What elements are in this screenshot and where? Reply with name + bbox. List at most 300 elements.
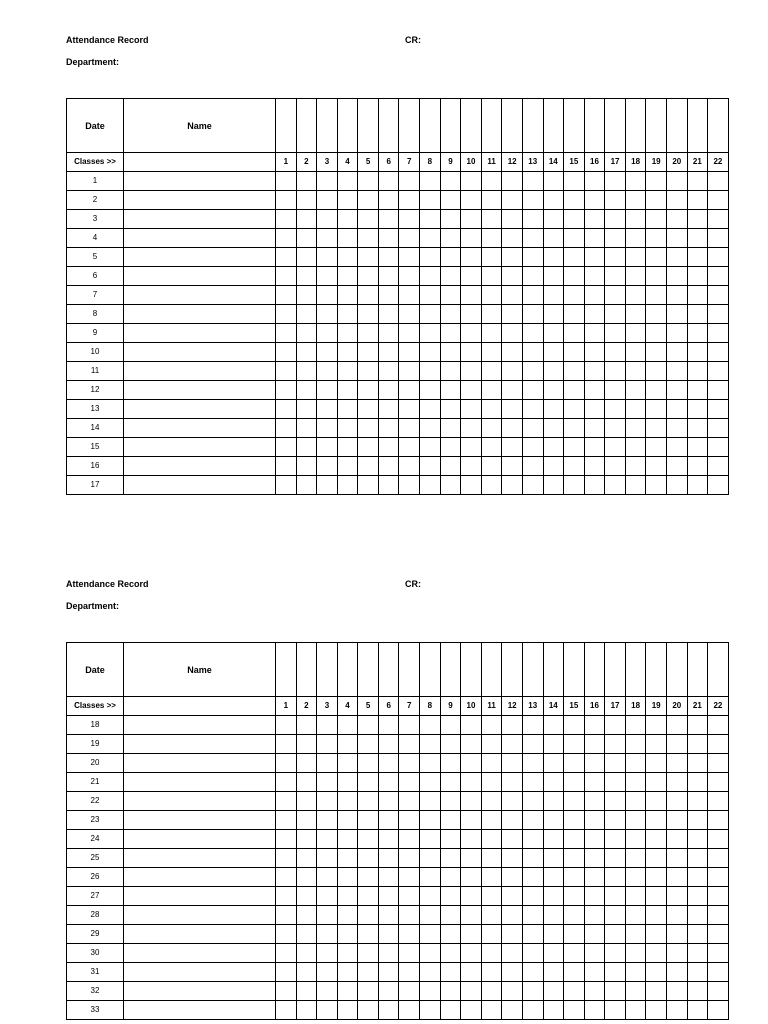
attendance-cell[interactable] bbox=[708, 305, 729, 324]
attendance-cell[interactable] bbox=[378, 792, 399, 811]
attendance-cell[interactable] bbox=[461, 792, 482, 811]
attendance-cell[interactable] bbox=[584, 476, 605, 495]
attendance-cell[interactable] bbox=[708, 210, 729, 229]
attendance-cell[interactable] bbox=[296, 286, 317, 305]
attendance-cell[interactable] bbox=[646, 286, 667, 305]
attendance-cell[interactable] bbox=[687, 457, 708, 476]
attendance-cell[interactable] bbox=[420, 419, 441, 438]
attendance-cell[interactable] bbox=[276, 792, 297, 811]
attendance-cell[interactable] bbox=[378, 419, 399, 438]
attendance-cell[interactable] bbox=[317, 419, 338, 438]
attendance-cell[interactable] bbox=[378, 191, 399, 210]
name-cell[interactable] bbox=[124, 982, 276, 1001]
attendance-cell[interactable] bbox=[687, 735, 708, 754]
attendance-cell[interactable] bbox=[666, 438, 687, 457]
attendance-cell[interactable] bbox=[687, 210, 708, 229]
name-cell[interactable] bbox=[124, 792, 276, 811]
attendance-cell[interactable] bbox=[276, 811, 297, 830]
attendance-cell[interactable] bbox=[646, 868, 667, 887]
name-cell[interactable] bbox=[124, 754, 276, 773]
attendance-cell[interactable] bbox=[378, 925, 399, 944]
attendance-cell[interactable] bbox=[666, 1001, 687, 1020]
attendance-cell[interactable] bbox=[481, 476, 502, 495]
attendance-cell[interactable] bbox=[625, 381, 646, 400]
attendance-cell[interactable] bbox=[440, 982, 461, 1001]
attendance-cell[interactable] bbox=[584, 716, 605, 735]
attendance-cell[interactable] bbox=[543, 438, 564, 457]
attendance-cell[interactable] bbox=[543, 887, 564, 906]
attendance-cell[interactable] bbox=[399, 906, 420, 925]
attendance-cell[interactable] bbox=[522, 191, 543, 210]
attendance-cell[interactable] bbox=[337, 400, 358, 419]
attendance-cell[interactable] bbox=[440, 906, 461, 925]
attendance-cell[interactable] bbox=[708, 792, 729, 811]
attendance-cell[interactable] bbox=[461, 457, 482, 476]
attendance-cell[interactable] bbox=[543, 811, 564, 830]
attendance-cell[interactable] bbox=[646, 925, 667, 944]
attendance-cell[interactable] bbox=[358, 324, 379, 343]
attendance-cell[interactable] bbox=[502, 400, 523, 419]
attendance-cell[interactable] bbox=[276, 982, 297, 1001]
attendance-cell[interactable] bbox=[625, 773, 646, 792]
attendance-cell[interactable] bbox=[461, 925, 482, 944]
attendance-cell[interactable] bbox=[564, 286, 585, 305]
attendance-cell[interactable] bbox=[481, 400, 502, 419]
attendance-cell[interactable] bbox=[358, 773, 379, 792]
attendance-cell[interactable] bbox=[481, 229, 502, 248]
attendance-cell[interactable] bbox=[543, 286, 564, 305]
attendance-cell[interactable] bbox=[564, 324, 585, 343]
attendance-cell[interactable] bbox=[440, 229, 461, 248]
attendance-cell[interactable] bbox=[543, 191, 564, 210]
attendance-cell[interactable] bbox=[605, 811, 626, 830]
attendance-cell[interactable] bbox=[708, 963, 729, 982]
attendance-cell[interactable] bbox=[461, 191, 482, 210]
attendance-cell[interactable] bbox=[481, 419, 502, 438]
attendance-cell[interactable] bbox=[502, 1001, 523, 1020]
attendance-cell[interactable] bbox=[399, 944, 420, 963]
attendance-cell[interactable] bbox=[296, 830, 317, 849]
attendance-cell[interactable] bbox=[317, 324, 338, 343]
attendance-cell[interactable] bbox=[461, 868, 482, 887]
attendance-cell[interactable] bbox=[358, 887, 379, 906]
attendance-cell[interactable] bbox=[420, 716, 441, 735]
attendance-cell[interactable] bbox=[317, 362, 338, 381]
attendance-cell[interactable] bbox=[708, 172, 729, 191]
attendance-cell[interactable] bbox=[584, 849, 605, 868]
attendance-cell[interactable] bbox=[296, 906, 317, 925]
attendance-cell[interactable] bbox=[625, 906, 646, 925]
attendance-cell[interactable] bbox=[296, 963, 317, 982]
attendance-cell[interactable] bbox=[625, 735, 646, 754]
name-cell[interactable] bbox=[124, 286, 276, 305]
attendance-cell[interactable] bbox=[543, 229, 564, 248]
attendance-cell[interactable] bbox=[584, 735, 605, 754]
attendance-cell[interactable] bbox=[543, 1001, 564, 1020]
attendance-cell[interactable] bbox=[522, 305, 543, 324]
attendance-cell[interactable] bbox=[481, 982, 502, 1001]
attendance-cell[interactable] bbox=[543, 210, 564, 229]
attendance-cell[interactable] bbox=[358, 343, 379, 362]
attendance-cell[interactable] bbox=[276, 438, 297, 457]
attendance-cell[interactable] bbox=[605, 191, 626, 210]
attendance-cell[interactable] bbox=[399, 438, 420, 457]
name-cell[interactable] bbox=[124, 457, 276, 476]
attendance-cell[interactable] bbox=[296, 381, 317, 400]
attendance-cell[interactable] bbox=[296, 887, 317, 906]
attendance-cell[interactable] bbox=[522, 906, 543, 925]
attendance-cell[interactable] bbox=[399, 419, 420, 438]
attendance-cell[interactable] bbox=[481, 754, 502, 773]
attendance-cell[interactable] bbox=[296, 305, 317, 324]
attendance-cell[interactable] bbox=[687, 982, 708, 1001]
attendance-cell[interactable] bbox=[605, 172, 626, 191]
attendance-cell[interactable] bbox=[378, 754, 399, 773]
attendance-cell[interactable] bbox=[440, 324, 461, 343]
attendance-cell[interactable] bbox=[522, 944, 543, 963]
attendance-cell[interactable] bbox=[461, 286, 482, 305]
attendance-cell[interactable] bbox=[399, 286, 420, 305]
attendance-cell[interactable] bbox=[646, 982, 667, 1001]
attendance-cell[interactable] bbox=[378, 963, 399, 982]
attendance-cell[interactable] bbox=[646, 381, 667, 400]
attendance-cell[interactable] bbox=[481, 716, 502, 735]
attendance-cell[interactable] bbox=[522, 210, 543, 229]
attendance-cell[interactable] bbox=[399, 849, 420, 868]
attendance-cell[interactable] bbox=[625, 400, 646, 419]
attendance-cell[interactable] bbox=[317, 191, 338, 210]
attendance-cell[interactable] bbox=[646, 343, 667, 362]
attendance-cell[interactable] bbox=[666, 982, 687, 1001]
attendance-cell[interactable] bbox=[296, 849, 317, 868]
attendance-cell[interactable] bbox=[481, 172, 502, 191]
attendance-cell[interactable] bbox=[317, 754, 338, 773]
attendance-cell[interactable] bbox=[605, 438, 626, 457]
attendance-cell[interactable] bbox=[666, 457, 687, 476]
attendance-cell[interactable] bbox=[461, 324, 482, 343]
attendance-cell[interactable] bbox=[564, 944, 585, 963]
attendance-cell[interactable] bbox=[296, 792, 317, 811]
attendance-cell[interactable] bbox=[666, 324, 687, 343]
attendance-cell[interactable] bbox=[440, 191, 461, 210]
attendance-cell[interactable] bbox=[564, 963, 585, 982]
attendance-cell[interactable] bbox=[317, 811, 338, 830]
attendance-cell[interactable] bbox=[481, 792, 502, 811]
attendance-cell[interactable] bbox=[378, 944, 399, 963]
attendance-cell[interactable] bbox=[296, 476, 317, 495]
attendance-cell[interactable] bbox=[625, 754, 646, 773]
attendance-cell[interactable] bbox=[399, 324, 420, 343]
attendance-cell[interactable] bbox=[646, 248, 667, 267]
attendance-cell[interactable] bbox=[317, 229, 338, 248]
attendance-cell[interactable] bbox=[358, 982, 379, 1001]
attendance-cell[interactable] bbox=[522, 248, 543, 267]
attendance-cell[interactable] bbox=[358, 792, 379, 811]
attendance-cell[interactable] bbox=[440, 457, 461, 476]
attendance-cell[interactable] bbox=[502, 172, 523, 191]
attendance-cell[interactable] bbox=[296, 773, 317, 792]
attendance-cell[interactable] bbox=[708, 419, 729, 438]
attendance-cell[interactable] bbox=[420, 229, 441, 248]
attendance-cell[interactable] bbox=[378, 210, 399, 229]
attendance-cell[interactable] bbox=[337, 868, 358, 887]
attendance-cell[interactable] bbox=[481, 362, 502, 381]
attendance-cell[interactable] bbox=[708, 925, 729, 944]
attendance-cell[interactable] bbox=[687, 792, 708, 811]
attendance-cell[interactable] bbox=[666, 887, 687, 906]
attendance-cell[interactable] bbox=[440, 381, 461, 400]
attendance-cell[interactable] bbox=[378, 906, 399, 925]
attendance-cell[interactable] bbox=[440, 476, 461, 495]
attendance-cell[interactable] bbox=[708, 324, 729, 343]
attendance-cell[interactable] bbox=[605, 476, 626, 495]
attendance-cell[interactable] bbox=[440, 1001, 461, 1020]
attendance-cell[interactable] bbox=[584, 229, 605, 248]
attendance-cell[interactable] bbox=[276, 381, 297, 400]
attendance-cell[interactable] bbox=[317, 438, 338, 457]
attendance-cell[interactable] bbox=[502, 419, 523, 438]
attendance-cell[interactable] bbox=[687, 286, 708, 305]
attendance-cell[interactable] bbox=[708, 457, 729, 476]
attendance-cell[interactable] bbox=[625, 830, 646, 849]
attendance-cell[interactable] bbox=[708, 438, 729, 457]
attendance-cell[interactable] bbox=[317, 457, 338, 476]
attendance-cell[interactable] bbox=[296, 982, 317, 1001]
attendance-cell[interactable] bbox=[522, 381, 543, 400]
name-cell[interactable] bbox=[124, 172, 276, 191]
attendance-cell[interactable] bbox=[502, 773, 523, 792]
attendance-cell[interactable] bbox=[625, 792, 646, 811]
attendance-cell[interactable] bbox=[440, 735, 461, 754]
name-cell[interactable] bbox=[124, 400, 276, 419]
attendance-cell[interactable] bbox=[317, 210, 338, 229]
attendance-cell[interactable] bbox=[646, 210, 667, 229]
attendance-cell[interactable] bbox=[666, 210, 687, 229]
attendance-cell[interactable] bbox=[666, 419, 687, 438]
attendance-cell[interactable] bbox=[399, 830, 420, 849]
attendance-cell[interactable] bbox=[522, 476, 543, 495]
attendance-cell[interactable] bbox=[481, 210, 502, 229]
attendance-cell[interactable] bbox=[646, 811, 667, 830]
attendance-cell[interactable] bbox=[337, 419, 358, 438]
attendance-cell[interactable] bbox=[317, 792, 338, 811]
attendance-cell[interactable] bbox=[543, 735, 564, 754]
attendance-cell[interactable] bbox=[420, 792, 441, 811]
name-cell[interactable] bbox=[124, 419, 276, 438]
attendance-cell[interactable] bbox=[646, 172, 667, 191]
attendance-cell[interactable] bbox=[276, 735, 297, 754]
attendance-cell[interactable] bbox=[605, 963, 626, 982]
attendance-cell[interactable] bbox=[337, 305, 358, 324]
attendance-cell[interactable] bbox=[399, 811, 420, 830]
attendance-cell[interactable] bbox=[605, 716, 626, 735]
attendance-cell[interactable] bbox=[378, 438, 399, 457]
attendance-cell[interactable] bbox=[399, 248, 420, 267]
attendance-cell[interactable] bbox=[358, 868, 379, 887]
attendance-cell[interactable] bbox=[420, 773, 441, 792]
attendance-cell[interactable] bbox=[564, 305, 585, 324]
attendance-cell[interactable] bbox=[708, 754, 729, 773]
attendance-cell[interactable] bbox=[543, 248, 564, 267]
attendance-cell[interactable] bbox=[625, 267, 646, 286]
attendance-cell[interactable] bbox=[481, 248, 502, 267]
attendance-cell[interactable] bbox=[708, 286, 729, 305]
attendance-cell[interactable] bbox=[337, 191, 358, 210]
attendance-cell[interactable] bbox=[481, 1001, 502, 1020]
attendance-cell[interactable] bbox=[584, 830, 605, 849]
attendance-cell[interactable] bbox=[358, 172, 379, 191]
attendance-cell[interactable] bbox=[276, 868, 297, 887]
name-cell[interactable] bbox=[124, 476, 276, 495]
attendance-cell[interactable] bbox=[337, 963, 358, 982]
attendance-cell[interactable] bbox=[378, 830, 399, 849]
attendance-cell[interactable] bbox=[317, 925, 338, 944]
attendance-cell[interactable] bbox=[564, 849, 585, 868]
attendance-cell[interactable] bbox=[358, 286, 379, 305]
attendance-cell[interactable] bbox=[276, 1001, 297, 1020]
attendance-cell[interactable] bbox=[378, 982, 399, 1001]
attendance-cell[interactable] bbox=[564, 792, 585, 811]
attendance-cell[interactable] bbox=[440, 773, 461, 792]
attendance-cell[interactable] bbox=[605, 381, 626, 400]
attendance-cell[interactable] bbox=[337, 210, 358, 229]
attendance-cell[interactable] bbox=[378, 172, 399, 191]
attendance-cell[interactable] bbox=[522, 343, 543, 362]
attendance-cell[interactable] bbox=[522, 400, 543, 419]
attendance-cell[interactable] bbox=[399, 792, 420, 811]
attendance-cell[interactable] bbox=[646, 1001, 667, 1020]
attendance-cell[interactable] bbox=[461, 773, 482, 792]
attendance-cell[interactable] bbox=[481, 963, 502, 982]
attendance-cell[interactable] bbox=[399, 400, 420, 419]
attendance-cell[interactable] bbox=[564, 811, 585, 830]
attendance-cell[interactable] bbox=[522, 229, 543, 248]
attendance-cell[interactable] bbox=[296, 229, 317, 248]
attendance-cell[interactable] bbox=[440, 210, 461, 229]
attendance-cell[interactable] bbox=[378, 868, 399, 887]
attendance-cell[interactable] bbox=[666, 381, 687, 400]
attendance-cell[interactable] bbox=[564, 1001, 585, 1020]
attendance-cell[interactable] bbox=[317, 716, 338, 735]
attendance-cell[interactable] bbox=[605, 286, 626, 305]
attendance-cell[interactable] bbox=[276, 324, 297, 343]
attendance-cell[interactable] bbox=[378, 267, 399, 286]
attendance-cell[interactable] bbox=[296, 362, 317, 381]
attendance-cell[interactable] bbox=[481, 267, 502, 286]
attendance-cell[interactable] bbox=[564, 906, 585, 925]
attendance-cell[interactable] bbox=[522, 419, 543, 438]
attendance-cell[interactable] bbox=[564, 362, 585, 381]
attendance-cell[interactable] bbox=[461, 438, 482, 457]
attendance-cell[interactable] bbox=[522, 773, 543, 792]
attendance-cell[interactable] bbox=[378, 735, 399, 754]
attendance-cell[interactable] bbox=[605, 982, 626, 1001]
attendance-cell[interactable] bbox=[646, 229, 667, 248]
attendance-cell[interactable] bbox=[358, 906, 379, 925]
attendance-cell[interactable] bbox=[666, 191, 687, 210]
attendance-cell[interactable] bbox=[358, 305, 379, 324]
attendance-cell[interactable] bbox=[584, 419, 605, 438]
attendance-cell[interactable] bbox=[687, 868, 708, 887]
attendance-cell[interactable] bbox=[605, 419, 626, 438]
attendance-cell[interactable] bbox=[502, 381, 523, 400]
attendance-cell[interactable] bbox=[666, 229, 687, 248]
attendance-cell[interactable] bbox=[461, 305, 482, 324]
attendance-cell[interactable] bbox=[708, 248, 729, 267]
attendance-cell[interactable] bbox=[522, 457, 543, 476]
attendance-cell[interactable] bbox=[646, 305, 667, 324]
attendance-cell[interactable] bbox=[317, 305, 338, 324]
attendance-cell[interactable] bbox=[564, 210, 585, 229]
attendance-cell[interactable] bbox=[625, 963, 646, 982]
attendance-cell[interactable] bbox=[502, 343, 523, 362]
attendance-cell[interactable] bbox=[605, 324, 626, 343]
attendance-cell[interactable] bbox=[378, 1001, 399, 1020]
attendance-cell[interactable] bbox=[708, 944, 729, 963]
attendance-cell[interactable] bbox=[358, 381, 379, 400]
attendance-cell[interactable] bbox=[481, 849, 502, 868]
attendance-cell[interactable] bbox=[440, 716, 461, 735]
attendance-cell[interactable] bbox=[605, 400, 626, 419]
attendance-cell[interactable] bbox=[687, 381, 708, 400]
attendance-cell[interactable] bbox=[461, 362, 482, 381]
attendance-cell[interactable] bbox=[502, 267, 523, 286]
attendance-cell[interactable] bbox=[378, 229, 399, 248]
attendance-cell[interactable] bbox=[296, 210, 317, 229]
attendance-cell[interactable] bbox=[378, 773, 399, 792]
attendance-cell[interactable] bbox=[646, 324, 667, 343]
attendance-cell[interactable] bbox=[666, 830, 687, 849]
attendance-cell[interactable] bbox=[605, 1001, 626, 1020]
attendance-cell[interactable] bbox=[399, 735, 420, 754]
attendance-cell[interactable] bbox=[502, 476, 523, 495]
attendance-cell[interactable] bbox=[420, 400, 441, 419]
attendance-cell[interactable] bbox=[481, 381, 502, 400]
attendance-cell[interactable] bbox=[481, 830, 502, 849]
attendance-cell[interactable] bbox=[625, 1001, 646, 1020]
attendance-cell[interactable] bbox=[337, 887, 358, 906]
attendance-cell[interactable] bbox=[502, 324, 523, 343]
attendance-cell[interactable] bbox=[564, 381, 585, 400]
attendance-cell[interactable] bbox=[584, 248, 605, 267]
attendance-cell[interactable] bbox=[543, 716, 564, 735]
attendance-cell[interactable] bbox=[378, 457, 399, 476]
attendance-cell[interactable] bbox=[564, 982, 585, 1001]
attendance-cell[interactable] bbox=[317, 887, 338, 906]
attendance-cell[interactable] bbox=[646, 906, 667, 925]
attendance-cell[interactable] bbox=[522, 792, 543, 811]
attendance-cell[interactable] bbox=[584, 267, 605, 286]
attendance-cell[interactable] bbox=[276, 849, 297, 868]
attendance-cell[interactable] bbox=[708, 906, 729, 925]
attendance-cell[interactable] bbox=[399, 229, 420, 248]
attendance-cell[interactable] bbox=[666, 362, 687, 381]
attendance-cell[interactable] bbox=[358, 229, 379, 248]
name-cell[interactable] bbox=[124, 906, 276, 925]
attendance-cell[interactable] bbox=[358, 476, 379, 495]
attendance-cell[interactable] bbox=[276, 286, 297, 305]
attendance-cell[interactable] bbox=[522, 438, 543, 457]
attendance-cell[interactable] bbox=[399, 191, 420, 210]
name-cell[interactable] bbox=[124, 229, 276, 248]
attendance-cell[interactable] bbox=[461, 982, 482, 1001]
attendance-cell[interactable] bbox=[399, 754, 420, 773]
name-cell[interactable] bbox=[124, 716, 276, 735]
attendance-cell[interactable] bbox=[543, 267, 564, 286]
attendance-cell[interactable] bbox=[276, 400, 297, 419]
name-cell[interactable] bbox=[124, 305, 276, 324]
attendance-cell[interactable] bbox=[461, 229, 482, 248]
